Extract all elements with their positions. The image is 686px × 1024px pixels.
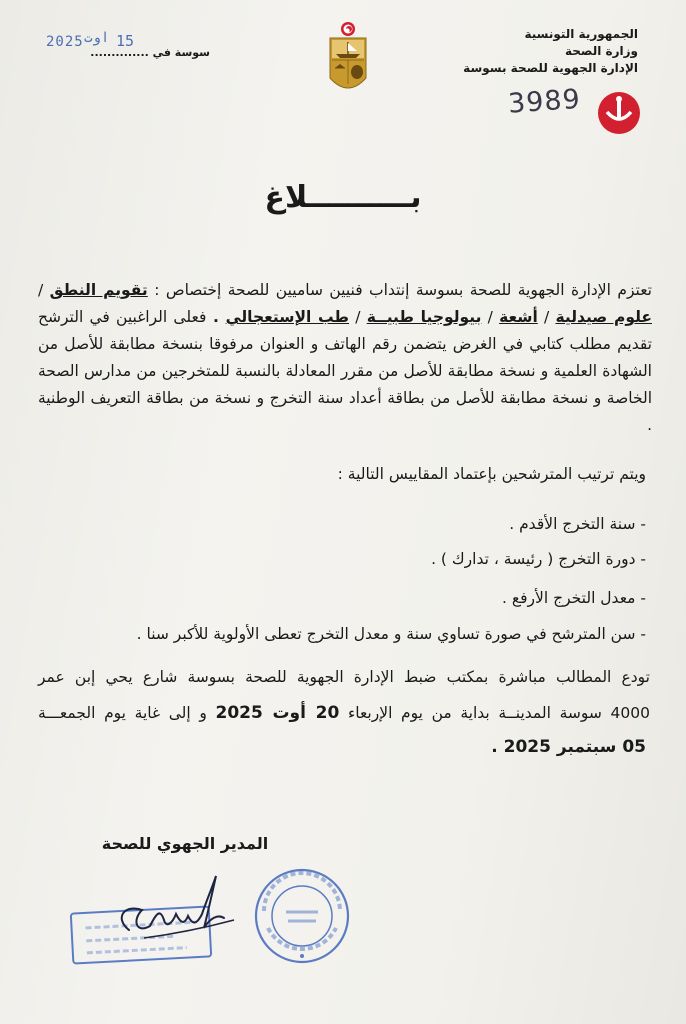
- deposit-end-date: 05 سبتمبر 2025 .: [491, 737, 646, 757]
- deposit-start-text: 4000 سوسة المدينــة بداية من يوم الإربعاء: [339, 704, 650, 722]
- specialty-radiology: أشعة: [499, 308, 538, 326]
- specialty-emergency-medicine: طب الإستعجالي: [225, 308, 350, 326]
- republic-name: الجمهورية التونسية: [524, 27, 638, 41]
- deposit-end-text: و إلى غاية يوم الجمعـــة: [38, 704, 216, 722]
- coat-of-arms-icon: [327, 20, 369, 98]
- criterion-1: - سنة التخرج الأقدم .: [509, 515, 646, 533]
- criteria-intro: ويتم ترتيب المترشحين بإعتماد المقاييس التالية :: [337, 465, 646, 483]
- main-paragraph: [38, 277, 652, 439]
- deposit-line-1: تودع المطالب مباشرة بمكتب ضبط الإدارة الجهوية للصحة بسوسة شارع يحي إبن عمر: [38, 668, 650, 686]
- date-stamp-year: 2025: [46, 34, 84, 50]
- place-date-line: سوسة في ..............: [90, 46, 210, 59]
- signature-title: المدير الجهوي للصحة: [101, 834, 269, 853]
- regional-directorate-name: الإدارة الجهوية للصحة بسوسة: [463, 61, 638, 75]
- round-seal-icon: [252, 866, 352, 966]
- criterion-4: - سن المترشح في صورة تساوي سنة و معدل التخرج تعطى الأولوية للأكبر سنا .: [136, 625, 646, 643]
- separator: /: [537, 308, 556, 326]
- reference-number: 3989: [507, 83, 582, 120]
- date-stamp-month: اوت: [84, 30, 110, 46]
- ministry-name: وزارة الصحة: [564, 44, 638, 58]
- separator: /: [38, 281, 50, 299]
- separator: /: [349, 308, 367, 326]
- criterion-3: - معدل التخرج الأرفع .: [502, 589, 646, 607]
- handwritten-signature-icon: [84, 868, 254, 958]
- health-logo-icon: [596, 90, 642, 136]
- deposit-start-date: 20 أوت 2025: [215, 703, 340, 723]
- sentence-dot: .: [206, 308, 226, 326]
- deposit-line-2: [38, 698, 650, 728]
- institution-header: [438, 26, 638, 77]
- separator: /: [481, 308, 500, 326]
- specialty-pharmacy: علوم صيدلية: [555, 308, 652, 326]
- specialty-medical-biology: بيولوجيا طبيــة: [366, 308, 482, 326]
- specialty-speech-therapy: تقويم النطق: [49, 281, 148, 299]
- paragraph-requirements: فعلى الراغبين في الترشح تقديم مطلب كتابي في الغرض يتضمن رقم الهاتف و العنوان مرفوقا بنسخة مطابقة للأصل من الشهادة العلمية و نسخة مطابقة للأصل من مقرر المعادلة بالنسبة للمتخرجين من مدارس الصحة الخاصة و نسخة مطابقة للأصل من بطاقة أعداد سنة التخرج و نسخة من بطاقة التعريف الوطنية .: [38, 308, 652, 434]
- document-title: بــــــــــلاغ: [264, 180, 422, 215]
- paragraph-intro: تعتزم الإدارة الجهوية للصحة بسوسة إنتداب فنيين ساميين للصحة إختصاص :: [147, 281, 652, 299]
- criterion-2: - دورة التخرج ( رئيسة ، تدارك ) .: [431, 550, 646, 568]
- date-stamp-day: 15: [116, 32, 135, 50]
